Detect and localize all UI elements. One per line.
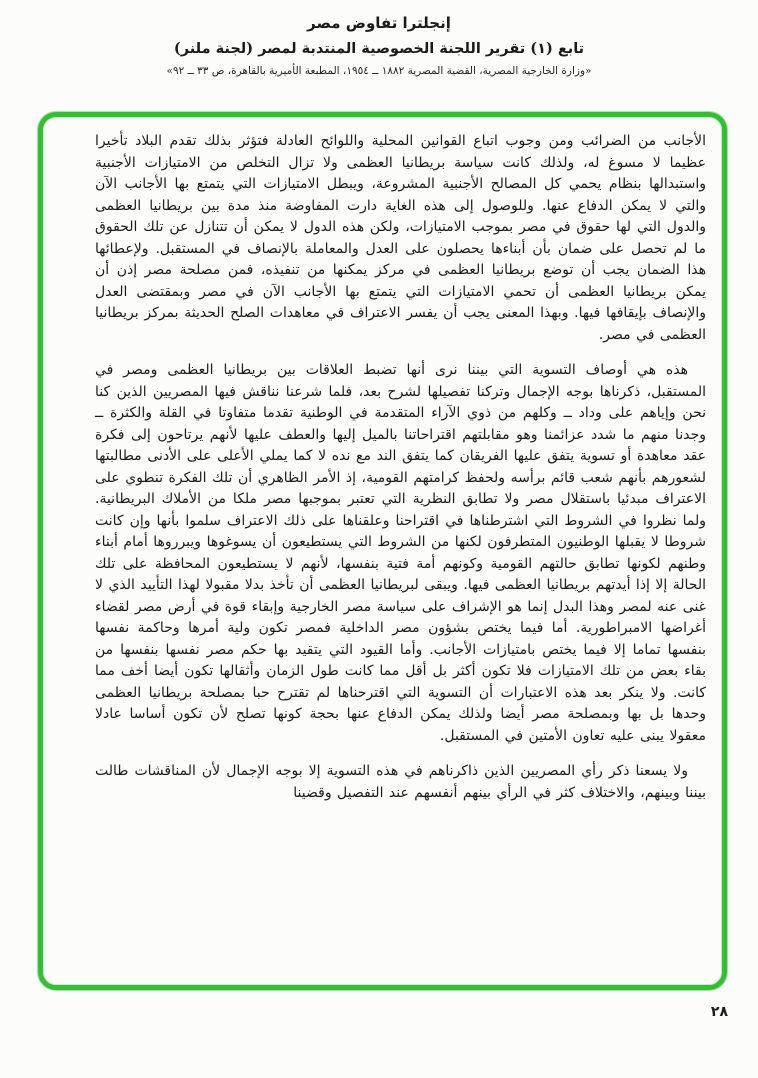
body-paragraph: ولا يسعنا ذكر رأي المصريين الذين ذاكرناهم في هذه التسوية إلا بوجه الإجمال لأن المناقشات طالت بيننا وبينهم، والاختلاف كثر في الرأي بينهم أنفسهم عند التفصيل وقضينا [95,763,706,801]
doc-title: إنجلترا تفاوض مصر [307,14,451,32]
body-paragraph: هذه هي أوصاف التسوية التي بيننا نرى أنها تضبط العلاقات بين بريطانيا العظمى ومصر في المستقبل، ذكرناها بوجه الإجمال وتركنا تفصيلها لشرح بعد، فلما شرعنا نناقش فيها المصريين الذين كنا نحن وإياهم على وداد ــ وكلهم من ذوي الآراء المتقدمة في الوطنية تقدما متفاوتا في القلة والكثرة ــ وجدنا منهم ما شدد عزائمنا وهو مقابلتهم اقتراحاتنا بالميل إليها والعطف عليها لأنهم يرتاحون إلى فكرة عقد معاهدة أو تسوية يتفق عليها الفريقان كما يتفق الند مع نده لا كما يملي الأعلى على الأدنى مطالبتها لشعورهم بأنهم شعب قائم برأسه ولحفظ كرامتهم القومية، إذ الأمر الظاهري أن تلك الفكرة تنطوي على الاعتراف مبدئيا باستقلال مصر ولا تطابق النظرية التي تعتبر بموجبها مصر ملكا من الأملاك البريطانية. ولما نظروا في الشروط التي اشترطناها في اقتراحنا وعلقناها على ذلك الاعتراف سلموا بأنها وإن كانت شروطا لا يقبلها الوطنيون المتطرفون لكنها من الشروط التي يستطيعون أن يسوغوها ويبرروها أمام أبناء وطنهم لكونها تطابق حالتهم القومية وكونهم أمة فتية بنفسها، لأنهم لا يستطيعون المحافظة على تلك الحالة إلا إذا أيدتهم بريطانيا العظمى فيها. ويبقى لبريطانيا العظمى أن تأخذ بدلا مقبولا لهذا التأييد الذي لا غنى عنه لمصر وهذا البدل إنما هو الإشراف على سياسة مصر الخارجية وإبقاء قوة في أرض مصر لقضاء أغراضها الامبراطورية. أما فيما يختص بشؤون مصر الداخلية فمصر تكون ولية أمرها وحاكمة نفسها بنفسها تماما إلا فيما يختص بامتيازات الأجانب. وأما القيود التي يتقيد بها حكم مصر نفسها بنفسها من بقاء بعض من تلك الامتيازات فلا تكون أكثر بل أقل مما كانت طول الزمان وأثقالها تكون أيضا أخف مما كانت. ولا ينكر بعد هذه الاعتبارات أن التسوية التي اقترحناها لم تقترح حبا بمصلحة بريطانيا العظمى وحدها بل بها وبمصلحة مصر أيضا ولذلك يمكن الدفاع عنها بحجة كونها تصلح لأن تكون أساسا عادلا معقولا يبنى عليه تعاون الأمتين في المستقبل. [95,362,707,744]
body-paragraph: الأجانب من الضرائب ومن وجوب اتباع القوانين المحلية واللوائح العادلة فتؤثر بذلك تقدم البلاد تأخيرا عظيما لا مسوغ له، ولذلك كانت سياسة بريطانيا العظمى ولا تزال التخلص من الامتيازات الأجنبية واستبدالها بنظام يحمي كل المصالح الأجنبية المشروعة، ويبطل الامتيازات التي يتمتع بها الأجانب الآن والتي لا يمكن الدفاع عنها. وللوصول إلى هذه الغاية دارت المفاوضة منذ مدة بين بريطانيا العظمى والدول التي لها حقوق في مصر بموجب الامتيازات، ولكن هذه الدول لا يمكن أن تتنازل عن تلك الحقوق ما لم تحصل على ضمان بأن أبناءها يحصلون على العدل والمعاملة بالإنصاف في المستقبل. ولإعطائها هذا الضمان يجب أن توضع بريطانيا العظمى في مركز يمكنها من تنفيذه، فمن مصلحة مصر إذن أن يمكن بريطانيا العظمى أن تحمي الامتيازات التي يتمتع بها الأجانب الآن في مصر وبمقتضى العدل والإنصاف بإيقافها فيها. وبهذا المعنى يجب أن يفسر الاعتراف في معاهدات الصلح الحديثة بمركز بريطانيا العظمى في مصر. [95,133,706,343]
doc-subtitle: تابع (١) تقرير اللجنة الخصوصية المنتدبة لمصر (لجنة ملنر) [173,40,585,57]
page-header [0,0,758,77]
highlight-box [38,112,727,990]
doc-source: «وزارة الخارجية المصرية، القضية المصرية ١٨٨٢ ــ ١٩٥٤، المطبعة الأميرية بالقاهرة، ص ٣٣ ــ ٩٢» [166,65,592,77]
page-number: ٢٨ [710,1004,728,1020]
